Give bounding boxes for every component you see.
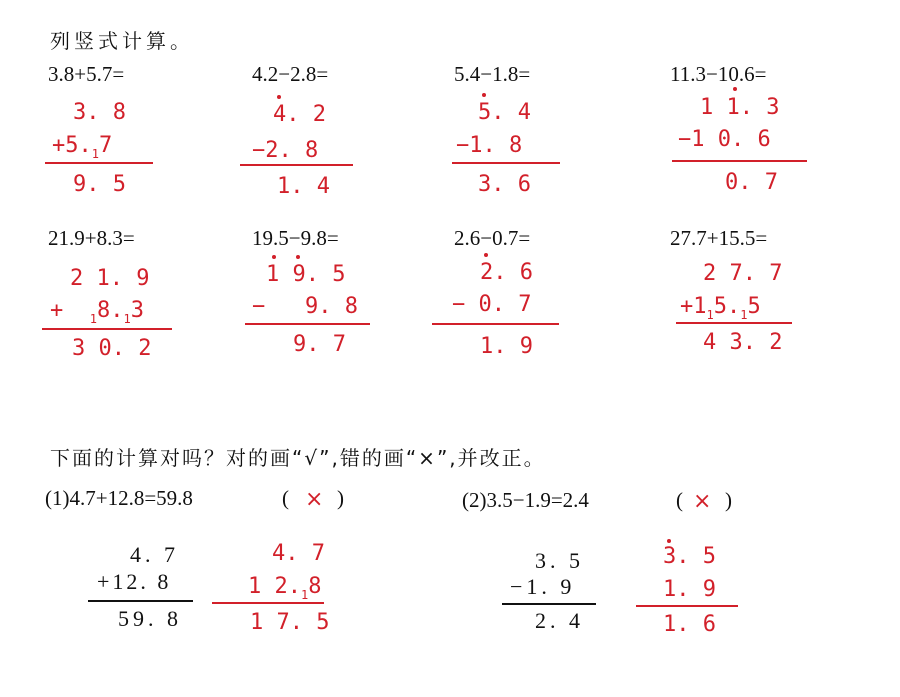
problem-3-equation: 5.4−1.8= xyxy=(454,62,531,86)
problem-2-equation: 4.2−2.8= xyxy=(252,62,329,86)
q2-wrong-row2: −1. 9 xyxy=(510,574,576,599)
problem-2-row2: −2. 8 xyxy=(252,138,319,163)
problem-1-result: 9. 5 xyxy=(73,172,126,197)
problem-1-equation: 3.8+5.7= xyxy=(48,62,125,86)
problem-3-line xyxy=(452,162,560,164)
q2-fix-row2: 1. 9 xyxy=(663,577,716,602)
q1-wrong-mark: × xyxy=(305,487,324,512)
q2-paren-close: ) xyxy=(725,488,732,512)
problem-7-equation: 2.6−0.7= xyxy=(454,226,531,250)
problem-4-line xyxy=(672,160,807,162)
q1-fix-row1: 4. 7 xyxy=(272,541,325,566)
q1-label: (1)4.7+12.8=59.8 xyxy=(45,486,193,510)
q2-fix-row1: 3. 5 xyxy=(663,544,716,569)
problem-8-result: 4 3. 2 xyxy=(703,330,783,355)
problem-5-line xyxy=(42,328,172,330)
q2-fix-result: 1. 6 xyxy=(663,612,716,637)
problem-5-result: 3 0. 2 xyxy=(72,336,152,361)
q2-label: (2)3.5−1.9=2.4 xyxy=(462,488,589,512)
problem-3-result: 3. 6 xyxy=(478,172,531,197)
q1-wrong-row2: +12. 8 xyxy=(97,569,172,594)
problem-8-row1: 2 7. 7 xyxy=(703,261,783,286)
q2-paren-open: ( xyxy=(676,488,683,512)
borrow-dot xyxy=(733,87,737,91)
borrow-dot xyxy=(667,539,671,543)
q2-wrong-line xyxy=(502,603,596,605)
q2-wrong-row1: 3. 5 xyxy=(535,548,584,573)
problem-3-row1: 5. 4 xyxy=(478,100,531,125)
problem-4-equation: 11.3−10.6= xyxy=(670,62,767,86)
problem-7-row2: − 0. 7 xyxy=(452,292,532,317)
q1-fix-line xyxy=(212,602,324,604)
borrow-dot xyxy=(296,255,300,259)
q1-fix-row2: 1 $2._18$ xyxy=(248,574,322,602)
problem-2-row1: 4. 2 xyxy=(273,102,326,127)
problem-5-row2: + $_18._13$ xyxy=(50,298,144,326)
borrow-dot xyxy=(482,93,486,97)
q1-wrong-result: 59. 8 xyxy=(118,606,182,631)
problem-7-result: 1. 9 xyxy=(480,334,533,359)
borrow-dot xyxy=(484,253,488,257)
problem-1-line xyxy=(45,162,153,164)
problem-4-row2: −1 0. 6 xyxy=(678,127,771,152)
q1-paren-open: ( xyxy=(282,486,289,510)
problem-6-row1: 1 9. 5 xyxy=(266,262,346,287)
problem-1-row1: 3. 8 xyxy=(73,100,126,125)
problem-1-row2: $+5._17$ xyxy=(52,133,113,161)
q1-wrong-line xyxy=(88,600,193,602)
problem-6-equation: 19.5−9.8= xyxy=(252,226,339,250)
problem-6-result: 9. 7 xyxy=(293,332,346,357)
problem-6-row2: − 9. 8 xyxy=(252,294,358,319)
problem-3-row2: −1. 8 xyxy=(456,133,523,158)
problem-8-line xyxy=(676,322,792,324)
problem-5-equation: 21.9+8.3= xyxy=(48,226,135,250)
q2-wrong-mark: × xyxy=(693,489,712,514)
problem-8-row2: $+1_15._15$ xyxy=(680,294,761,322)
problem-2-result: 1. 4 xyxy=(277,174,330,199)
section2-title: 下面的计算对吗？对的画“√”,错的画“×”,并改正。 xyxy=(50,446,546,470)
section1-title: 列竖式计算。 xyxy=(50,29,194,53)
borrow-dot xyxy=(272,255,276,259)
q2-fix-line xyxy=(636,605,738,607)
q1-wrong-row1: 4. 7 xyxy=(130,542,179,567)
problem-2-line xyxy=(240,164,353,166)
problem-7-row1: 2. 6 xyxy=(480,260,533,285)
q2-wrong-result: 2. 4 xyxy=(535,608,584,633)
problem-6-line xyxy=(245,323,370,325)
q1-paren-close: ) xyxy=(337,486,344,510)
borrow-dot xyxy=(277,95,281,99)
problem-5-row1: 2 1. 9 xyxy=(70,266,150,291)
problem-4-result: 0. 7 xyxy=(725,170,778,195)
problem-7-line xyxy=(432,323,559,325)
problem-4-row1: 1 1. 3 xyxy=(700,95,780,120)
q1-fix-result: 1 7. 5 xyxy=(250,610,330,635)
problem-8-equation: 27.7+15.5= xyxy=(670,226,768,250)
